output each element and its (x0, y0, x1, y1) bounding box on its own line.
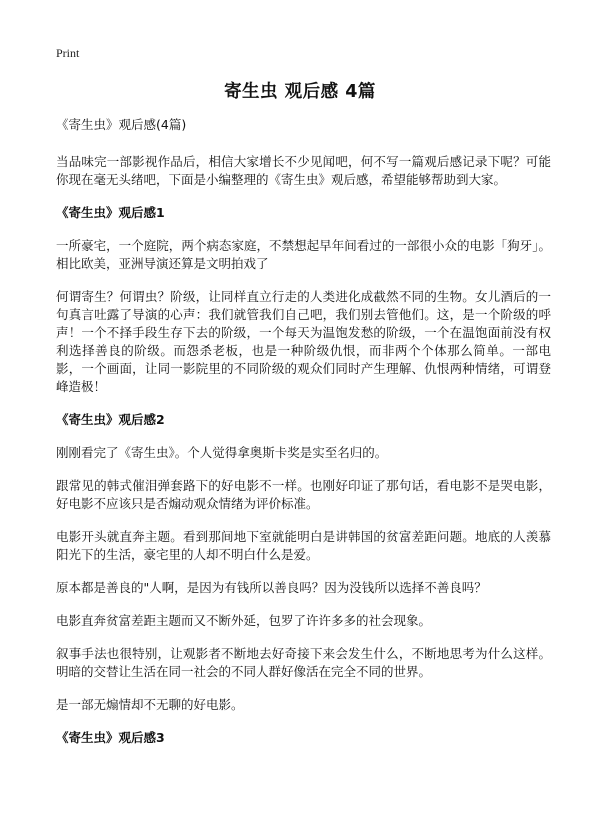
print-link[interactable]: Print (56, 46, 80, 60)
paragraph: 是一部无煽情却不无聊的好电影。 (56, 697, 244, 712)
paragraph: 一所豪宅，一个庭院，两个病态家庭，不禁想起早年间看过的一部很小众的电影「狗牙」。相比欧美，亚洲导演还算是文明拍戏了 (56, 238, 551, 271)
paragraph: 原本都是善良的"人啊，是因为有钱所以善良吗？因为没钱所以选择不善良吗？ (56, 580, 487, 595)
intro-paragraph: 当品味完一部影视作品后，相信大家增长不少见闻吧，何不写一篇观后感记录下呢？可能你现在毫无头绪吧，下面是小编整理的《寄生虫》观后感，希望能够帮助到大家。 (56, 154, 551, 187)
section-heading: 《寄生虫》观后感1 (56, 205, 165, 220)
paragraph: 跟常见的韩式催泪弹套路下的好电影不一样。也刚好印证了那句话，看电影不是哭电影，好电影不应该只是否煽动观众情绪为评价标准。 (56, 478, 551, 511)
section-heading: 《寄生虫》观后感3 (56, 730, 165, 745)
paragraph: 电影直奔贫富差距主题而又不断外延，包罗了许许多多的社会现象。 (56, 613, 432, 628)
page-title: 寄生虫 观后感 4篇 (224, 82, 376, 102)
paragraph: 叙事手法也很特别，让观影者不断地去好奇接下来会发生什么，不断地思考为什么这样。明暗的交替让生活在同一社会的不同人群好像活在完全不同的世界。 (56, 646, 551, 679)
paragraph: 电影开头就直奔主题。看到那间地下室就能明白是讲韩国的贫富差距问题。地底的人羡慕阳光下的生活，豪宅里的人却不明白什么是爱。 (56, 529, 551, 562)
paragraph: 何谓寄生？何谓虫？阶级，让同样直立行走的人类进化成截然不同的生物。女儿酒后的一句真言吐露了导演的心声：我们就管我们自己吧，我们别去管他们。这，是一个阶级的呼声！一个不择手段生存下去的阶级，一个每天为温饱发愁的阶级，一个在温饱面前没有权利选择善良的阶级。而怨杀老板，也是一种阶级仇恨，而非两个个体那么简单。一部电影，一个画面，让同一影院里的不同阶级的观众们同时产生理解、仇恨两种情绪，可谓登峰造极！ (56, 289, 551, 394)
section-heading: 《寄生虫》观后感2 (56, 412, 165, 427)
paragraph: 刚刚看完了《寄生虫》。个人觉得拿奥斯卡奖是实至名归的。 (56, 445, 388, 460)
article-subtitle: 《寄生虫》观后感(4篇) (56, 117, 187, 132)
article-body (56, 116, 551, 762)
